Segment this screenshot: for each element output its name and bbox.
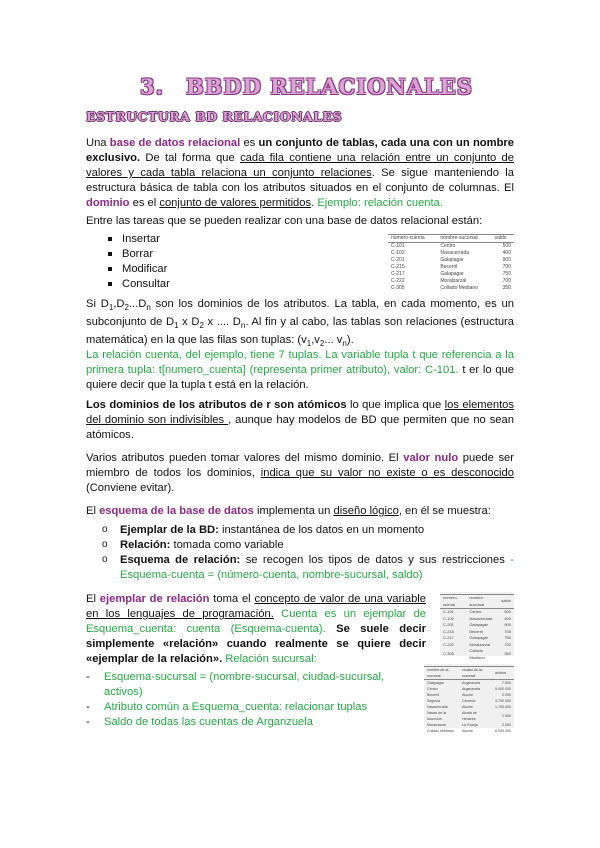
table-cuenta-image: [388, 234, 514, 296]
table-row: [388, 278, 514, 285]
table-cell: La Granja: [461, 723, 478, 727]
table-cell: Aluche: [461, 729, 473, 733]
paragraph-atomic: Los dominios de los atributos de r son atómicos lo que implica que los elementos del dominio son indivisibles , aunque hay modelos de BD que permiten que no sean atómicos.: [86, 399, 514, 441]
table-cell: Aluche: [461, 693, 473, 697]
table-cell: Centro: [427, 687, 438, 691]
table-cell: 1.700.000: [495, 705, 511, 709]
paragraph-null-value: Varios atributos pueden tomar valores del mismo dominio. El valor nulo puede ser miembro de todos los dominios, indica que su valor no existe o es desconocido (Conviene evitar).: [86, 452, 515, 494]
table-header-cell: saldo: [498, 595, 514, 609]
table-cell: 750: [502, 271, 511, 277]
list-item: Insertar: [108, 232, 170, 247]
list-item: Modificar: [108, 262, 170, 277]
section-subtitle: ESTRUCTURA BD RELACIONALES: [86, 109, 343, 124]
table-cell: Navas de la Asunción: [427, 711, 446, 721]
paragraph-tasks-intro: Entre las tareas que se pueden realizar con una base de datos relacional están:: [86, 215, 483, 227]
table-header-cell: nombre-sucursal: [437, 235, 491, 243]
table-cell: Galapagar: [427, 681, 444, 685]
table-cell: Collado Mediano: [427, 729, 454, 733]
table-cell: C-215: [391, 264, 405, 270]
table-cell: C-201: [391, 257, 405, 263]
table-cell: Moralzarzal: [469, 641, 490, 647]
table-row: [440, 648, 514, 661]
page-title: 3. BBDD RELACIONALES: [140, 74, 473, 99]
table-cell: C-102: [443, 615, 454, 621]
table-cell: C-101: [391, 243, 405, 249]
table-cell: Cercedo: [461, 699, 476, 703]
table-cell: C-217: [443, 635, 454, 640]
table-header-row: [388, 235, 514, 243]
table-header-row: [440, 595, 514, 609]
list-item: o Esquema de relación: se recogen los tipos de datos y sus restricciones - Esquema-cuenta = (número-cuenta, nombre-sucursal, saldo): [102, 553, 514, 583]
table-cell: 2.500: [502, 723, 511, 727]
list-item: Borrar: [108, 247, 170, 262]
table-cell: Moralzarzal: [440, 278, 467, 284]
table-cell: 900: [504, 622, 511, 627]
list-item: Consultar: [108, 277, 170, 292]
table-cell: Moralzarzal: [427, 723, 446, 727]
table-cuenta: [388, 234, 514, 292]
table-cell: Galapagar: [469, 635, 488, 640]
table-cell: 700: [502, 264, 511, 270]
table-cell: 700: [502, 278, 511, 284]
table-cuenta-small-image: [440, 592, 514, 660]
table-cell: Alcalá de Henares: [461, 711, 477, 721]
table-cell: 1.500: [502, 714, 511, 718]
table-row: [424, 728, 514, 734]
table-cell: Centro: [469, 609, 482, 614]
table-cell: 400: [504, 615, 511, 621]
table-cell: 750: [504, 635, 511, 640]
table-header-cell: saldo: [492, 235, 514, 243]
table-cell: C-201: [443, 622, 454, 627]
table-cell: 700: [504, 641, 511, 647]
table-header-row: [424, 667, 514, 680]
table-cell: 2.000: [502, 693, 511, 697]
table-row: [388, 250, 514, 257]
list-item: - Esquema-sucursal = (nombre-sucursal, ciudad-sucursal, activos): [86, 670, 416, 700]
table-cell: Aluche: [461, 705, 473, 709]
table-cell: Centro: [440, 243, 456, 249]
table-row: [388, 257, 514, 264]
table-cell: Navacerrada: [440, 250, 470, 256]
table-header-cell: nombre-sucursal: [466, 595, 498, 609]
table-row: [388, 243, 514, 251]
table-cell: C-102: [391, 250, 405, 256]
table-cell: 3.700.000: [495, 699, 511, 703]
table-row: [388, 264, 514, 271]
list-item: o Relación: tomada como variable: [102, 538, 514, 553]
table-cell: 900: [502, 257, 511, 263]
table-cell: Arganzuela: [461, 687, 481, 691]
table-row: [388, 285, 514, 292]
table-cell: Collado Mediano: [440, 285, 478, 291]
table-row: [440, 609, 514, 616]
table-cell: Becerril: [427, 693, 440, 697]
table-cell: Galapagar: [469, 622, 488, 627]
table-cell: Navacerrada: [427, 705, 448, 709]
table-cell: Collado Mediano: [469, 648, 485, 660]
table-header-cell: ciudad-de-la-sucursal: [459, 667, 492, 680]
table-cell: 400: [502, 250, 511, 256]
table-cell: C-101: [443, 609, 454, 614]
table-cell: Arganzuela: [461, 681, 481, 685]
table-cell: 8.000.000: [495, 729, 511, 733]
table-row: [388, 271, 514, 278]
table-cell: 7.500: [502, 681, 511, 685]
table-cell: Navacerrada: [469, 615, 493, 621]
table-cell: 350: [502, 285, 511, 291]
table-cell: C-305: [391, 285, 405, 291]
table-cell: Segovia: [427, 699, 440, 703]
table-cuenta-small: [440, 594, 514, 661]
table-cell: C-222: [443, 641, 454, 647]
task-list: [108, 232, 170, 292]
table-cell: 500: [504, 609, 511, 614]
table-cell: C-217: [391, 271, 405, 277]
table-cell: 700: [504, 628, 511, 634]
paragraph-domains: Si $D_1,D_2...D_n$ son los dominios de los atributos. La tabla, en cada momento, es un subconjunto de $D_1$ x $D_2$ x .... $D_n$. Al fin y al cabo, las tablas son relaciones (estructura matemática) en la que las filas son tuplas: ($v_1,v_2$... $v_n$).: [86, 298, 515, 349]
table-cell: C-222: [391, 278, 405, 284]
table-header-cell: activos: [492, 667, 514, 680]
table-sucursal-image: [424, 664, 514, 733]
sucursal-list: [86, 670, 416, 730]
list-item: - Atributo común a Esquema_cuenta: relacionar tuplas: [86, 700, 416, 715]
table-row: [424, 710, 514, 722]
list-item: o Ejemplar de la BD: instantánea de los datos en un momento: [102, 523, 514, 538]
paragraph-schema: El esquema de la base de datos implementa un diseño lógico, en él se muestra:: [86, 505, 491, 517]
table-cell: Galapagar: [440, 271, 464, 277]
table-sucursal: [424, 666, 514, 734]
schema-list: [102, 523, 514, 583]
table-cell: 350: [504, 651, 511, 657]
table-cell: Galapagar: [440, 257, 464, 263]
table-cell: 9.000.000: [495, 687, 511, 691]
paragraph-relation-instance: El ejemplar de relación toma el concepto de valor de una variable en los lenguajes de programación. Cuenta es un ejemplar de Esquema_cuenta: cuenta (Esquema-cuenta). Se suele decir simplemente «relación» cuando realmente se quiere decir «ejemplar de la relación». Relación sucursal:: [86, 593, 427, 665]
table-cell: C-215: [443, 628, 454, 634]
list-item: - Saldo de todas las cuentas de Arganzuela: [86, 715, 416, 730]
table-cell: C-305: [443, 651, 454, 657]
table-cell: Becerril: [469, 628, 483, 634]
table-header-cell: número-cuenta: [440, 595, 466, 609]
table-header-cell: número-cuenta: [388, 235, 437, 243]
paragraph-definition: Una base de datos relacional es un conjunto de tablas, cada una con un nombre exclusivo. De tal forma que cada fila contiene una relación entre un conjunto de valores y cada tabla relaciona un conjunto relaciones. Se sigue manteniendo la estructura básica de tabla con los atributos situados en el conjunto de columnas. El dominio es el conjunto de valores permitidos. Ejemplo: relación cuenta.: [86, 137, 514, 209]
table-header-cell: nombre-de-la-sucursal: [424, 667, 459, 680]
table-cell: Becerril: [440, 264, 458, 270]
table-cell: 500: [502, 243, 511, 249]
paragraph-example-tuples: La relación cuenta, del ejemplo, tiene 7 tuplas. La variable tupla t que referencia a la primera tupla: t[numero_cuenta] (representa primer atributo), valor: C-101. t er lo que quiere decir que la tupla t está en la relación.: [86, 349, 514, 391]
